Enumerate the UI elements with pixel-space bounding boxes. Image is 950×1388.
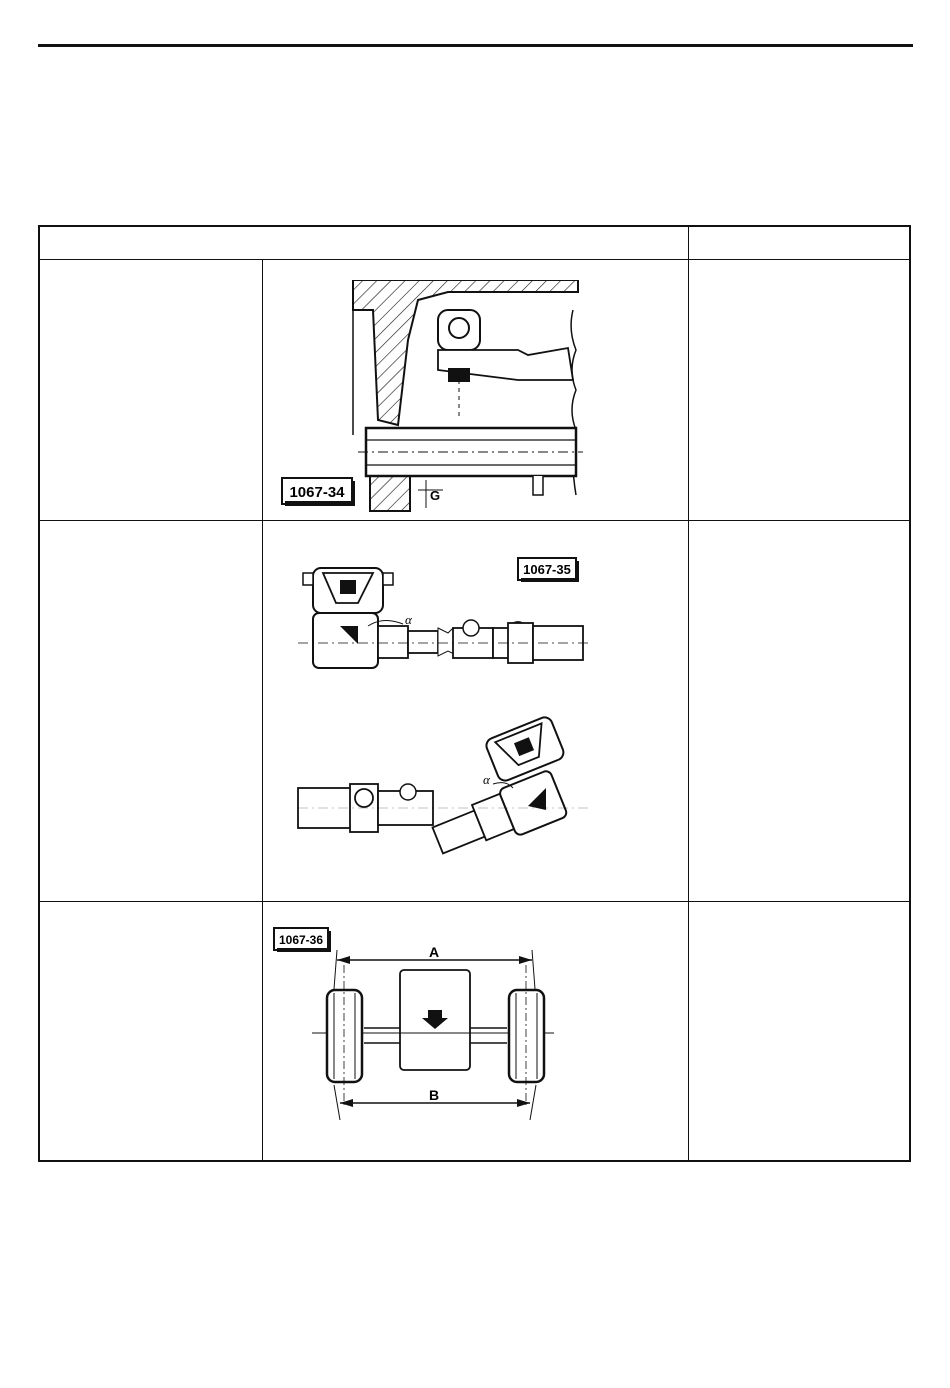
- top-rule: [38, 44, 913, 47]
- header-row-divider: [40, 259, 909, 260]
- angle-label-top: α: [405, 612, 412, 627]
- angle-label-bottom: α: [483, 772, 490, 787]
- col-divider-1: [262, 260, 263, 1162]
- col-divider-2: [688, 227, 689, 1162]
- figure-1067-36: [272, 925, 572, 1125]
- gap-label: G: [430, 488, 441, 503]
- figure-tag: 1067-34: [289, 484, 345, 501]
- dimension-a-label: A: [428, 944, 440, 960]
- figure-1067-35: [288, 548, 598, 858]
- figure-tag: 1067-36: [278, 933, 324, 947]
- dimension-b-label: B: [428, 1087, 440, 1103]
- figure-tag: 1067-35: [523, 562, 571, 577]
- figure-1067-34: [278, 280, 588, 515]
- row-divider-1: [40, 520, 909, 521]
- row-divider-2: [40, 901, 909, 902]
